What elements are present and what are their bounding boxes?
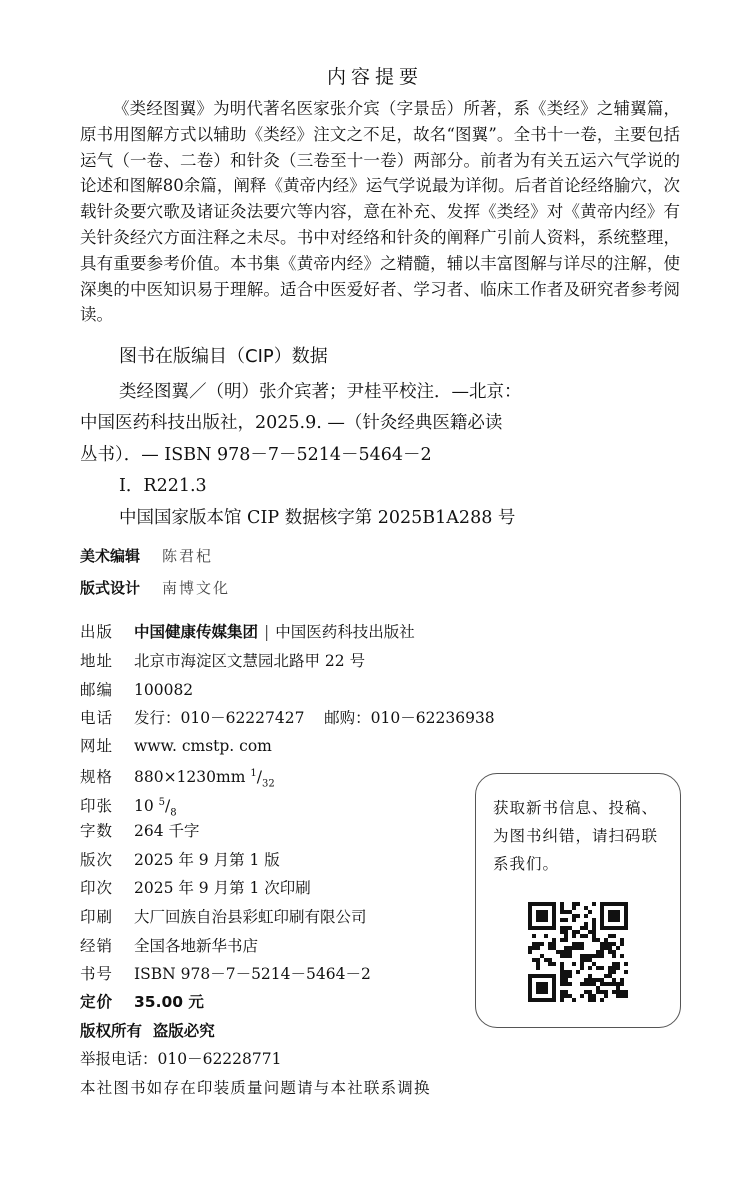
credit-art-editor bbox=[80, 545, 213, 566]
info-row-price bbox=[80, 990, 204, 1014]
info-label: 字数 bbox=[80, 822, 114, 840]
info-label: 版次 bbox=[80, 851, 114, 869]
info-label: 网址 bbox=[80, 737, 114, 755]
qr-code-icon[interactable] bbox=[528, 902, 628, 1002]
fraction-denominator: 8 bbox=[170, 807, 177, 819]
info-row-postcode bbox=[80, 678, 193, 702]
summary-title: 内容提要 bbox=[326, 66, 423, 88]
quality-note: 本社图书如存在印装质量问题请与本社联系调换 bbox=[80, 1079, 431, 1097]
rights-notice: 版权所有 盗版必究 bbox=[80, 1022, 215, 1040]
info-label: 印刷 bbox=[80, 908, 114, 926]
info-value: 2025 年 9 月第 1 次印刷 bbox=[134, 879, 311, 897]
cip-record-number: 中国国家版本馆 CIP 数据核字第 2025B1A288 号 bbox=[119, 508, 516, 528]
info-value: 264 千字 bbox=[134, 822, 200, 840]
info-label: 书号 bbox=[80, 965, 114, 983]
fraction-numerator: 1 bbox=[250, 768, 257, 779]
credit-value: 南博文化 bbox=[162, 579, 231, 597]
info-value: 100082 bbox=[134, 681, 194, 699]
info-value: 2025 年 9 月第 1 版 bbox=[134, 851, 280, 869]
info-label: 地址 bbox=[80, 652, 114, 670]
publisher-separator: | bbox=[264, 623, 270, 641]
info-row-printer bbox=[80, 905, 367, 929]
info-value: 880×1230mm bbox=[134, 768, 246, 787]
info-row-wordcount bbox=[80, 819, 200, 843]
publisher-name: 中国医药科技出版社 bbox=[275, 623, 415, 641]
info-value: 发行：010－62227427 邮购：010－62236938 bbox=[134, 709, 495, 727]
info-label: 印张 bbox=[80, 797, 114, 816]
cip-classification: Ⅰ．R221.3 bbox=[119, 476, 207, 496]
info-value: 大厂回族自治县彩虹印刷有限公司 bbox=[134, 908, 367, 926]
publisher-group: 中国健康传媒集团 bbox=[134, 623, 259, 641]
info-row-edition bbox=[80, 848, 280, 872]
info-row-phone bbox=[80, 706, 495, 730]
qr-caption: 获取新书信息、投稿、为图书纠错，请扫码联系我们。 bbox=[493, 799, 659, 873]
info-row-isbn bbox=[80, 962, 371, 986]
info-value: www. cmstp. com bbox=[134, 737, 272, 755]
price-value: 35.00 元 bbox=[134, 993, 204, 1011]
credit-label: 美术编辑 bbox=[80, 547, 141, 565]
credit-value: 陈君杞 bbox=[162, 547, 214, 565]
info-row-publisher bbox=[80, 620, 415, 644]
info-label: 经销 bbox=[80, 937, 114, 955]
cip-line: 中国医药科技出版社，2025.9. —（针灸经典医籍必读 bbox=[80, 413, 503, 433]
credit-label: 版式设计 bbox=[80, 579, 141, 597]
info-label: 邮编 bbox=[80, 681, 114, 699]
info-row-address bbox=[80, 649, 365, 673]
info-row-distributor bbox=[80, 934, 258, 958]
summary-paragraph: 《类经图翼》为明代著名医家张介宾（字景岳）所著，系《类经》之辅翼篇，原书用图解方式以辅助《类经》注文之不足，故名“图翼”。全书十一卷，主要包括运气（一卷、二卷）和针灸（三卷至十一卷）两部分。前者为有关五运六气学说的论述和图解80余篇，阐释《黄帝内经》运气学说最为详彻。后者首论经络腧穴，次载针灸要穴歌及诸证灸法要穴等内容，意在补充、发挥《类经》对《黄帝内经》有关针灸经穴方面注释之未尽。书中对经络和针灸的阐释广引前人资料，系统整理，具有重要参考价值。本书集《黄帝内经》之精髓，辅以丰富图解与详尽的注解，使深奥的中医知识易于理解。适合中医爱好者、学习者、临床工作者及研究者参考阅读。 bbox=[80, 99, 680, 325]
info-value: 全国各地新华书店 bbox=[134, 937, 259, 955]
report-phone: 举报电话：010－62228771 bbox=[80, 1050, 282, 1068]
info-label: 印次 bbox=[80, 879, 114, 897]
cip-line: 丛书）．— ISBN 978－7－5214－5464－2 bbox=[80, 445, 432, 465]
info-label: 出版 bbox=[80, 623, 114, 641]
info-label: 定价 bbox=[80, 993, 114, 1011]
cip-heading: 图书在版编目（CIP）数据 bbox=[119, 346, 328, 367]
cip-line: 类经图翼／（明）张介宾著；尹桂平校注．—北京： bbox=[119, 382, 522, 402]
info-row-website bbox=[80, 734, 272, 758]
info-value: 北京市海淀区文慧园北路甲 22 号 bbox=[134, 652, 366, 670]
info-row-format: 规格 880×1230mm $^1/_{32}$ bbox=[80, 762, 275, 786]
info-label: 规格 bbox=[80, 768, 114, 787]
info-value: 10 bbox=[134, 797, 154, 816]
fraction-denominator: 32 bbox=[261, 778, 275, 790]
credit-layout-design bbox=[80, 577, 230, 598]
info-value: ISBN 978－7－5214－5464－2 bbox=[134, 965, 371, 983]
fraction-numerator: 5 bbox=[158, 797, 166, 808]
info-label: 电话 bbox=[80, 709, 114, 727]
info-row-printing bbox=[80, 876, 311, 900]
info-row-sheets: 印张 10 $^5/_8$ bbox=[80, 791, 177, 815]
qr-contact-box bbox=[475, 773, 681, 1028]
